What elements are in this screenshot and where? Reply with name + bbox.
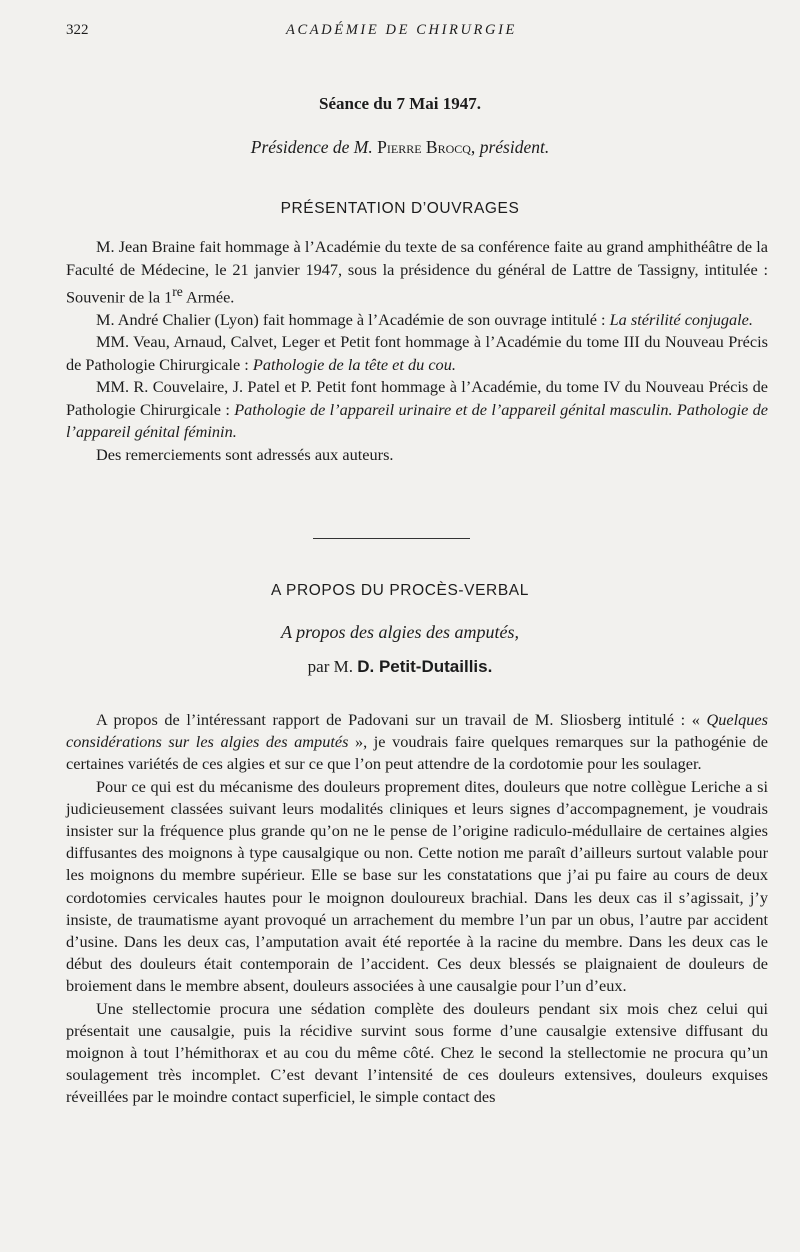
page-number: 322 bbox=[66, 22, 89, 38]
presidency-line bbox=[0, 137, 800, 158]
author-name: D. Petit-Dutaillis. bbox=[357, 657, 493, 676]
presidency-prefix: Présidence de M. bbox=[250, 137, 373, 157]
paragraph: Des remerciements sont adressés aux auteurs. bbox=[96, 444, 394, 464]
paragraph: M. Jean Braine fait hommage à l’Académie du texte de sa conférence faite au grand amphithéâtre de la Faculté de Médecine, le 21 janvier 1947, sous la présidence du général de Lattre de Tassigny, intitulée : Souvenir de la 1re Armée. bbox=[66, 237, 768, 307]
paragraph: Une stellectomie procura une sédation complète des douleurs pendant six mois chez celui qui présentait une causalgie, puis la récidive survint sous forme d’une causalgie extensive diffusant du moignon à tout l’hémithorax et au cou du même côté. Chez le second la stellectomie ne procura qu’un soulagement très incomplet. C’est devant l’intensité de ces douleurs extensives, douleurs exquises réveillées par le moindre contact superficiel, le simple contact des bbox=[66, 998, 768, 1107]
byline-prefix: par M. bbox=[307, 657, 353, 676]
paragraph: A propos de l’intéressant rapport de Padovani sur un travail de M. Sliosberg intitulé : « Quelques considérations sur les algies des amputés », je voudrais faire quelques remarques sur la pathogénie de certaines variétés de ces algies et sur ce que l’on peut attendre de la cordotomie pour les soulager. bbox=[66, 710, 769, 774]
article-text-block bbox=[66, 709, 768, 1109]
section-title-proces-verbal: A PROPOS DU PROCÈS-VERBAL bbox=[271, 582, 529, 599]
byline bbox=[0, 657, 800, 677]
paragraph: MM. Veau, Arnaud, Calvet, Leger et Petit font hommage à l’Académie du tome III du Nouveau Précis de Pathologie Chirurgicale : Pathologie de la tête et du cou. bbox=[66, 332, 768, 374]
journal-title: ACADÉMIE DE CHIRURGIE bbox=[286, 22, 517, 38]
ouvrages-text-block bbox=[66, 236, 768, 466]
session-date-heading: Séance du 7 Mai 1947. bbox=[319, 94, 481, 113]
article-title: A propos des algies des amputés, bbox=[281, 622, 519, 642]
president-name: Pierre Brocq, bbox=[377, 137, 476, 157]
paragraph: Pour ce qui est du mécanisme des douleurs proprement dites, douleurs que notre collègue Leriche a si judicieusement classées suivant leurs modalités cliniques et leurs signes d’accompagnement, je voudrais insister sur la fréquence plus grande qu’on ne le pense de l’origine radiculo-médullaire de certaines algies diffusantes des moignons à type causalgique ou non. Cette notion me paraît d’ailleurs surtout valable pour les moignons du membre supérieur. Elle se base sur les constatations que j’ai pu faire au cours de deux cordotomies cervicales hautes pour le moignon douloureux brachial. Dans les deux cas il s’agissait, j’y insiste, de traumatisme ayant provoqué un arrachement du membre l’un par un obus, l’autre par accident d’usine. Dans les deux cas, l’amputation avait été reportée à la racine du membre. Dans les deux cas le début des douleurs était contemporain de l’accident. Ces deux blessés se plaignaient de douleurs de broiement dans le membre absent, douleurs associées à une causalgie pour l’un d’eux. bbox=[66, 776, 768, 996]
section-title-ouvrages: PRÉSENTATION D’OUVRAGES bbox=[280, 200, 520, 217]
section-divider bbox=[313, 538, 470, 539]
running-head bbox=[66, 22, 734, 44]
presidency-suffix: président. bbox=[479, 137, 550, 157]
paragraph: M. André Chalier (Lyon) fait hommage à l’Académie de son ouvrage intitulé : La stérilité conjugale. bbox=[96, 309, 753, 329]
paragraph: MM. R. Couvelaire, J. Patel et P. Petit font hommage à l’Académie, du tome IV du Nouveau Précis de Pathologie Chirurgicale : Pathologie de l’appareil urinaire et de l’appareil génital masculin. Pathologie de l’appareil génital féminin. bbox=[66, 377, 768, 442]
